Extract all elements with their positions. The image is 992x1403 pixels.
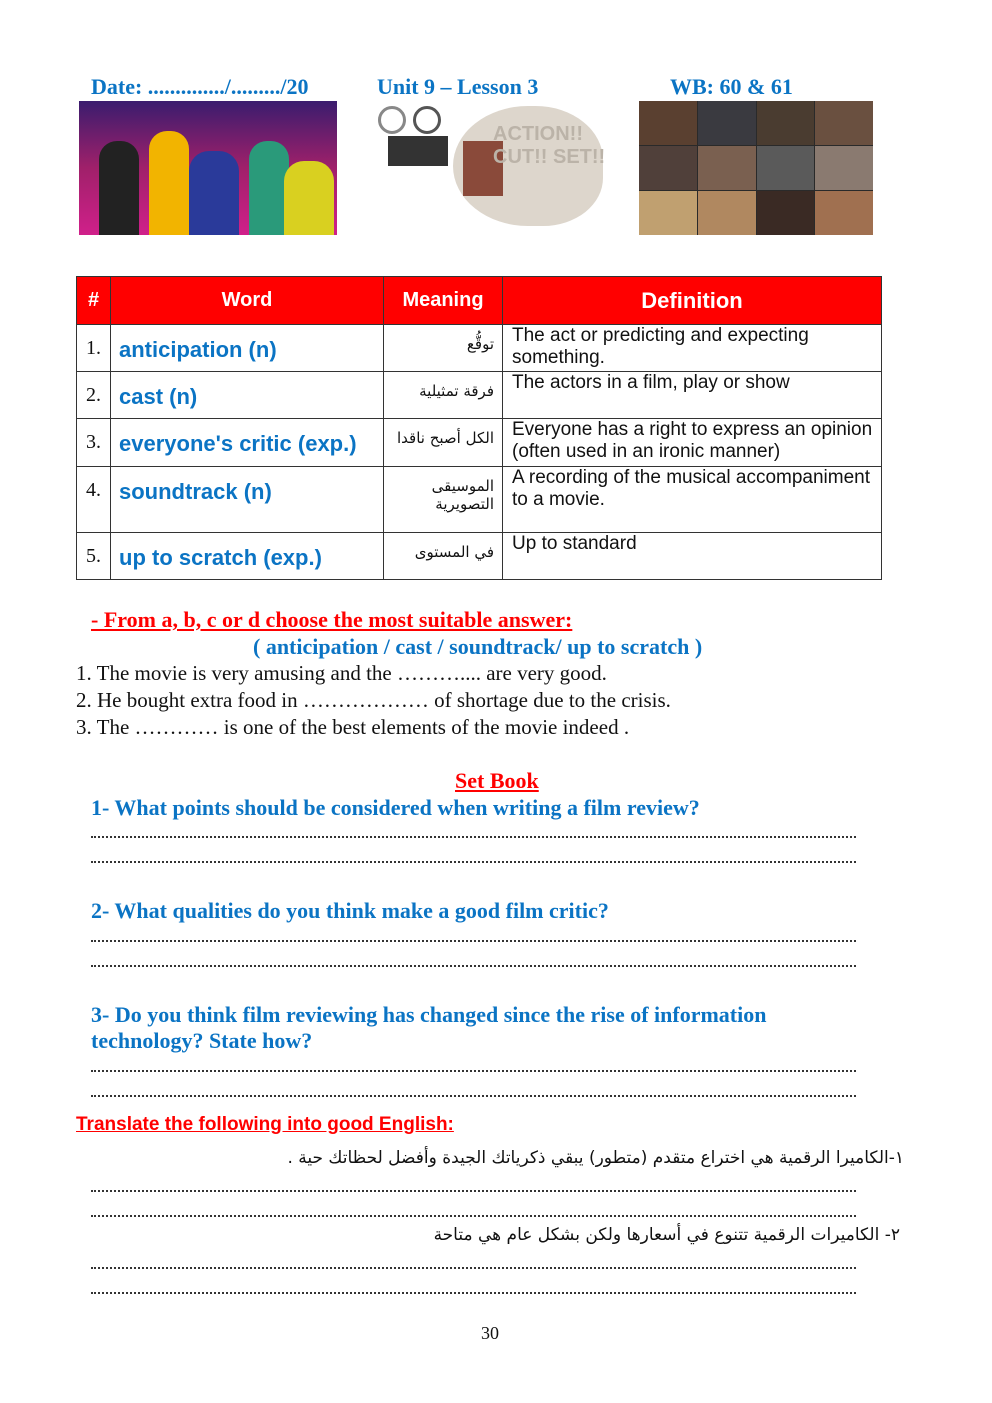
row-word: everyone's critic (exp.)	[111, 419, 384, 467]
row-num: 4.	[77, 467, 111, 533]
critics-cinema-image	[79, 101, 337, 235]
answer-line[interactable]	[91, 1095, 856, 1097]
table-row	[77, 325, 882, 372]
director-image	[358, 101, 608, 235]
sentence-1: 1. The movie is very amusing and the ……….... are very good.	[76, 661, 607, 685]
sentence-2: 2. He bought extra food in ……………… of shortage due to the crisis.	[76, 688, 671, 712]
row-num: 2.	[77, 372, 111, 419]
row-definition: The actors in a film, play or show	[503, 372, 882, 419]
answer-line[interactable]	[91, 1070, 856, 1072]
row-definition: Up to standard	[503, 533, 882, 580]
row-definition: Everyone has a right to express an opinion (often used in an ironic manner)	[503, 419, 882, 467]
answer-line[interactable]	[91, 965, 856, 967]
answer-line[interactable]	[91, 1215, 856, 1217]
exercise-instruction: - From a, b, c or d choose the most suitable answer:	[91, 607, 573, 632]
col-meaning: Meaning	[384, 277, 503, 325]
word-bank: ( anticipation / cast / soundtrack/ up to scratch )	[253, 634, 703, 659]
row-meaning: توقُّع	[384, 325, 503, 372]
translate-item-1: ١-الكاميرا الرقمية هي اختراع متقدم (متطور) يبقي ذكرياتك الجيدة وأفضل لحظاتك حية .	[287, 1148, 904, 1168]
row-definition: A recording of the musical accompaniment to a movie.	[503, 467, 882, 533]
row-definition: The act or predicting and expecting something.	[503, 325, 882, 372]
col-num: #	[77, 277, 111, 325]
translate-title: Translate the following into good English:	[76, 1114, 454, 1135]
question-3: 3- Do you think film reviewing has changed since the rise of information technology? State how?	[91, 1002, 767, 1053]
row-word: up to scratch (exp.)	[111, 533, 384, 580]
row-word: cast (n)	[111, 372, 384, 419]
sentence-3: 3. The ………… is one of the best elements of the movie indeed .	[76, 715, 630, 739]
row-meaning: فرقة تمثيلية	[384, 372, 503, 419]
unit-lesson-title: Unit 9 – Lesson 3	[377, 74, 539, 99]
question-1: 1- What points should be considered when writing a film review?	[91, 795, 700, 820]
answer-line[interactable]	[91, 1267, 856, 1269]
row-word: anticipation (n)	[111, 325, 384, 372]
actors-grid-image	[639, 101, 873, 235]
answer-line[interactable]	[91, 1292, 856, 1294]
question-2: 2- What qualities do you think make a good film critic?	[91, 898, 609, 923]
set-book-title: Set Book	[455, 768, 539, 793]
table-row	[77, 372, 882, 419]
action-cut-set-text: ACTION!! CUT!! SET!!	[493, 123, 606, 168]
row-word: soundtrack (n)	[111, 467, 384, 533]
vocabulary-table	[76, 276, 882, 580]
row-meaning: الكل أصبح ناقدا	[384, 419, 503, 467]
answer-line[interactable]	[91, 861, 856, 863]
col-word: Word	[111, 277, 384, 325]
page-number: 30	[481, 1323, 499, 1343]
answer-line[interactable]	[91, 836, 856, 838]
table-row	[77, 467, 882, 533]
table-row	[77, 533, 882, 580]
date-line: Date: ............../........./20	[91, 74, 309, 99]
row-meaning: الموسيقى التصويرية	[384, 467, 503, 533]
row-num: 1.	[77, 325, 111, 372]
workbook-pages: WB: 60 & 61	[670, 74, 793, 99]
translate-item-2: ٢- الكاميرات الرقمية تتنوع في أسعارها ولكن بشكل عام هي متاحة	[433, 1225, 900, 1245]
row-num: 5.	[77, 533, 111, 580]
row-meaning: في المستوى	[384, 533, 503, 580]
answer-line[interactable]	[91, 1190, 856, 1192]
answer-line[interactable]	[91, 940, 856, 942]
col-definition: Definition	[503, 277, 882, 325]
table-row	[77, 419, 882, 467]
row-num: 3.	[77, 419, 111, 467]
